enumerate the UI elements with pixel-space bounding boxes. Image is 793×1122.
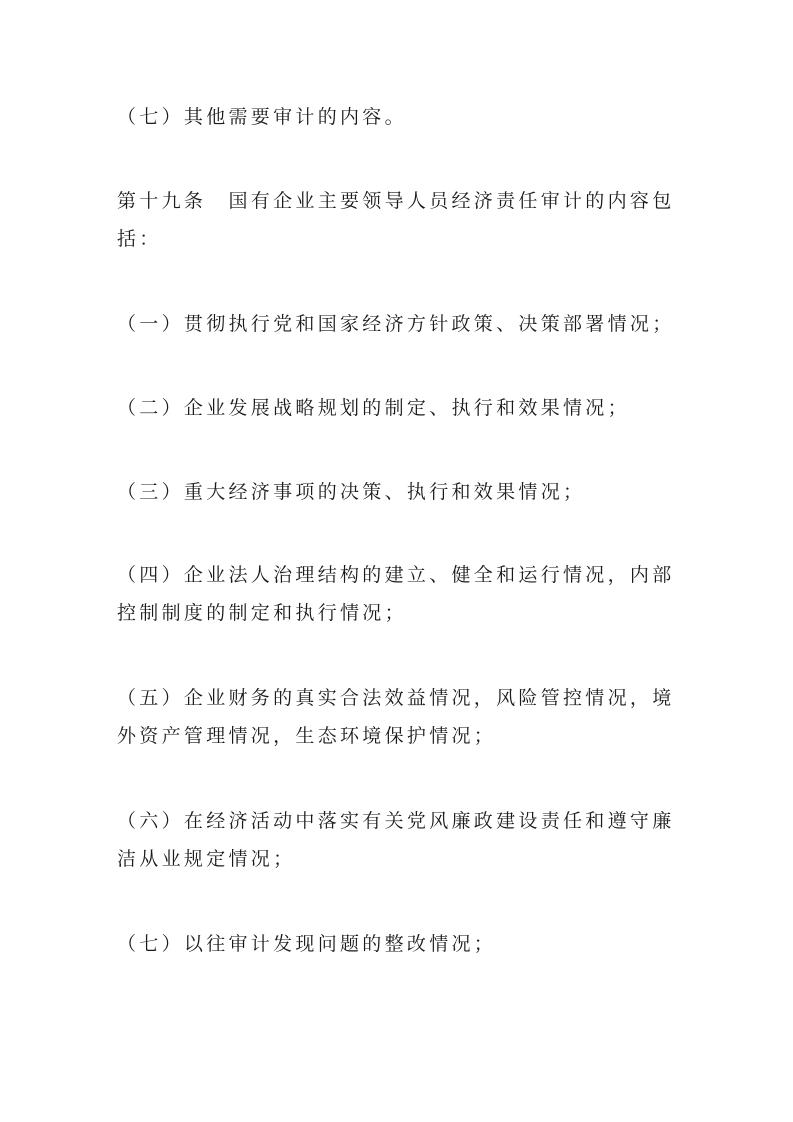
article-19-heading: 第十九条 国有企业主要领导人员经济责任审计的内容包括： xyxy=(117,190,675,250)
paragraph-item-6: （六）在经济活动中落实有关党风廉政建设责任和遵守廉洁从业规定情况； xyxy=(117,810,675,870)
paragraph-item-7-other: （七）其他需要审计的内容。 xyxy=(117,106,407,128)
paragraph-item-5: （五）企业财务的真实合法效益情况，风险管控情况，境外资产管理情况，生态环境保护情况； xyxy=(117,687,675,747)
paragraph-item-1: （一）贯彻执行党和国家经济方针政策、决策部署情况； xyxy=(117,313,675,335)
paragraph-item-7-rectification: （七）以往审计发现问题的整改情况； xyxy=(117,933,497,955)
paragraph-item-2: （二）企业发展战略规划的制定、执行和效果情况； xyxy=(117,397,630,419)
paragraph-item-4: （四）企业法人治理结构的建立、健全和运行情况，内部控制制度的制定和执行情况； xyxy=(117,564,675,624)
paragraph-item-3: （三）重大经济事项的决策、执行和效果情况； xyxy=(117,481,586,503)
